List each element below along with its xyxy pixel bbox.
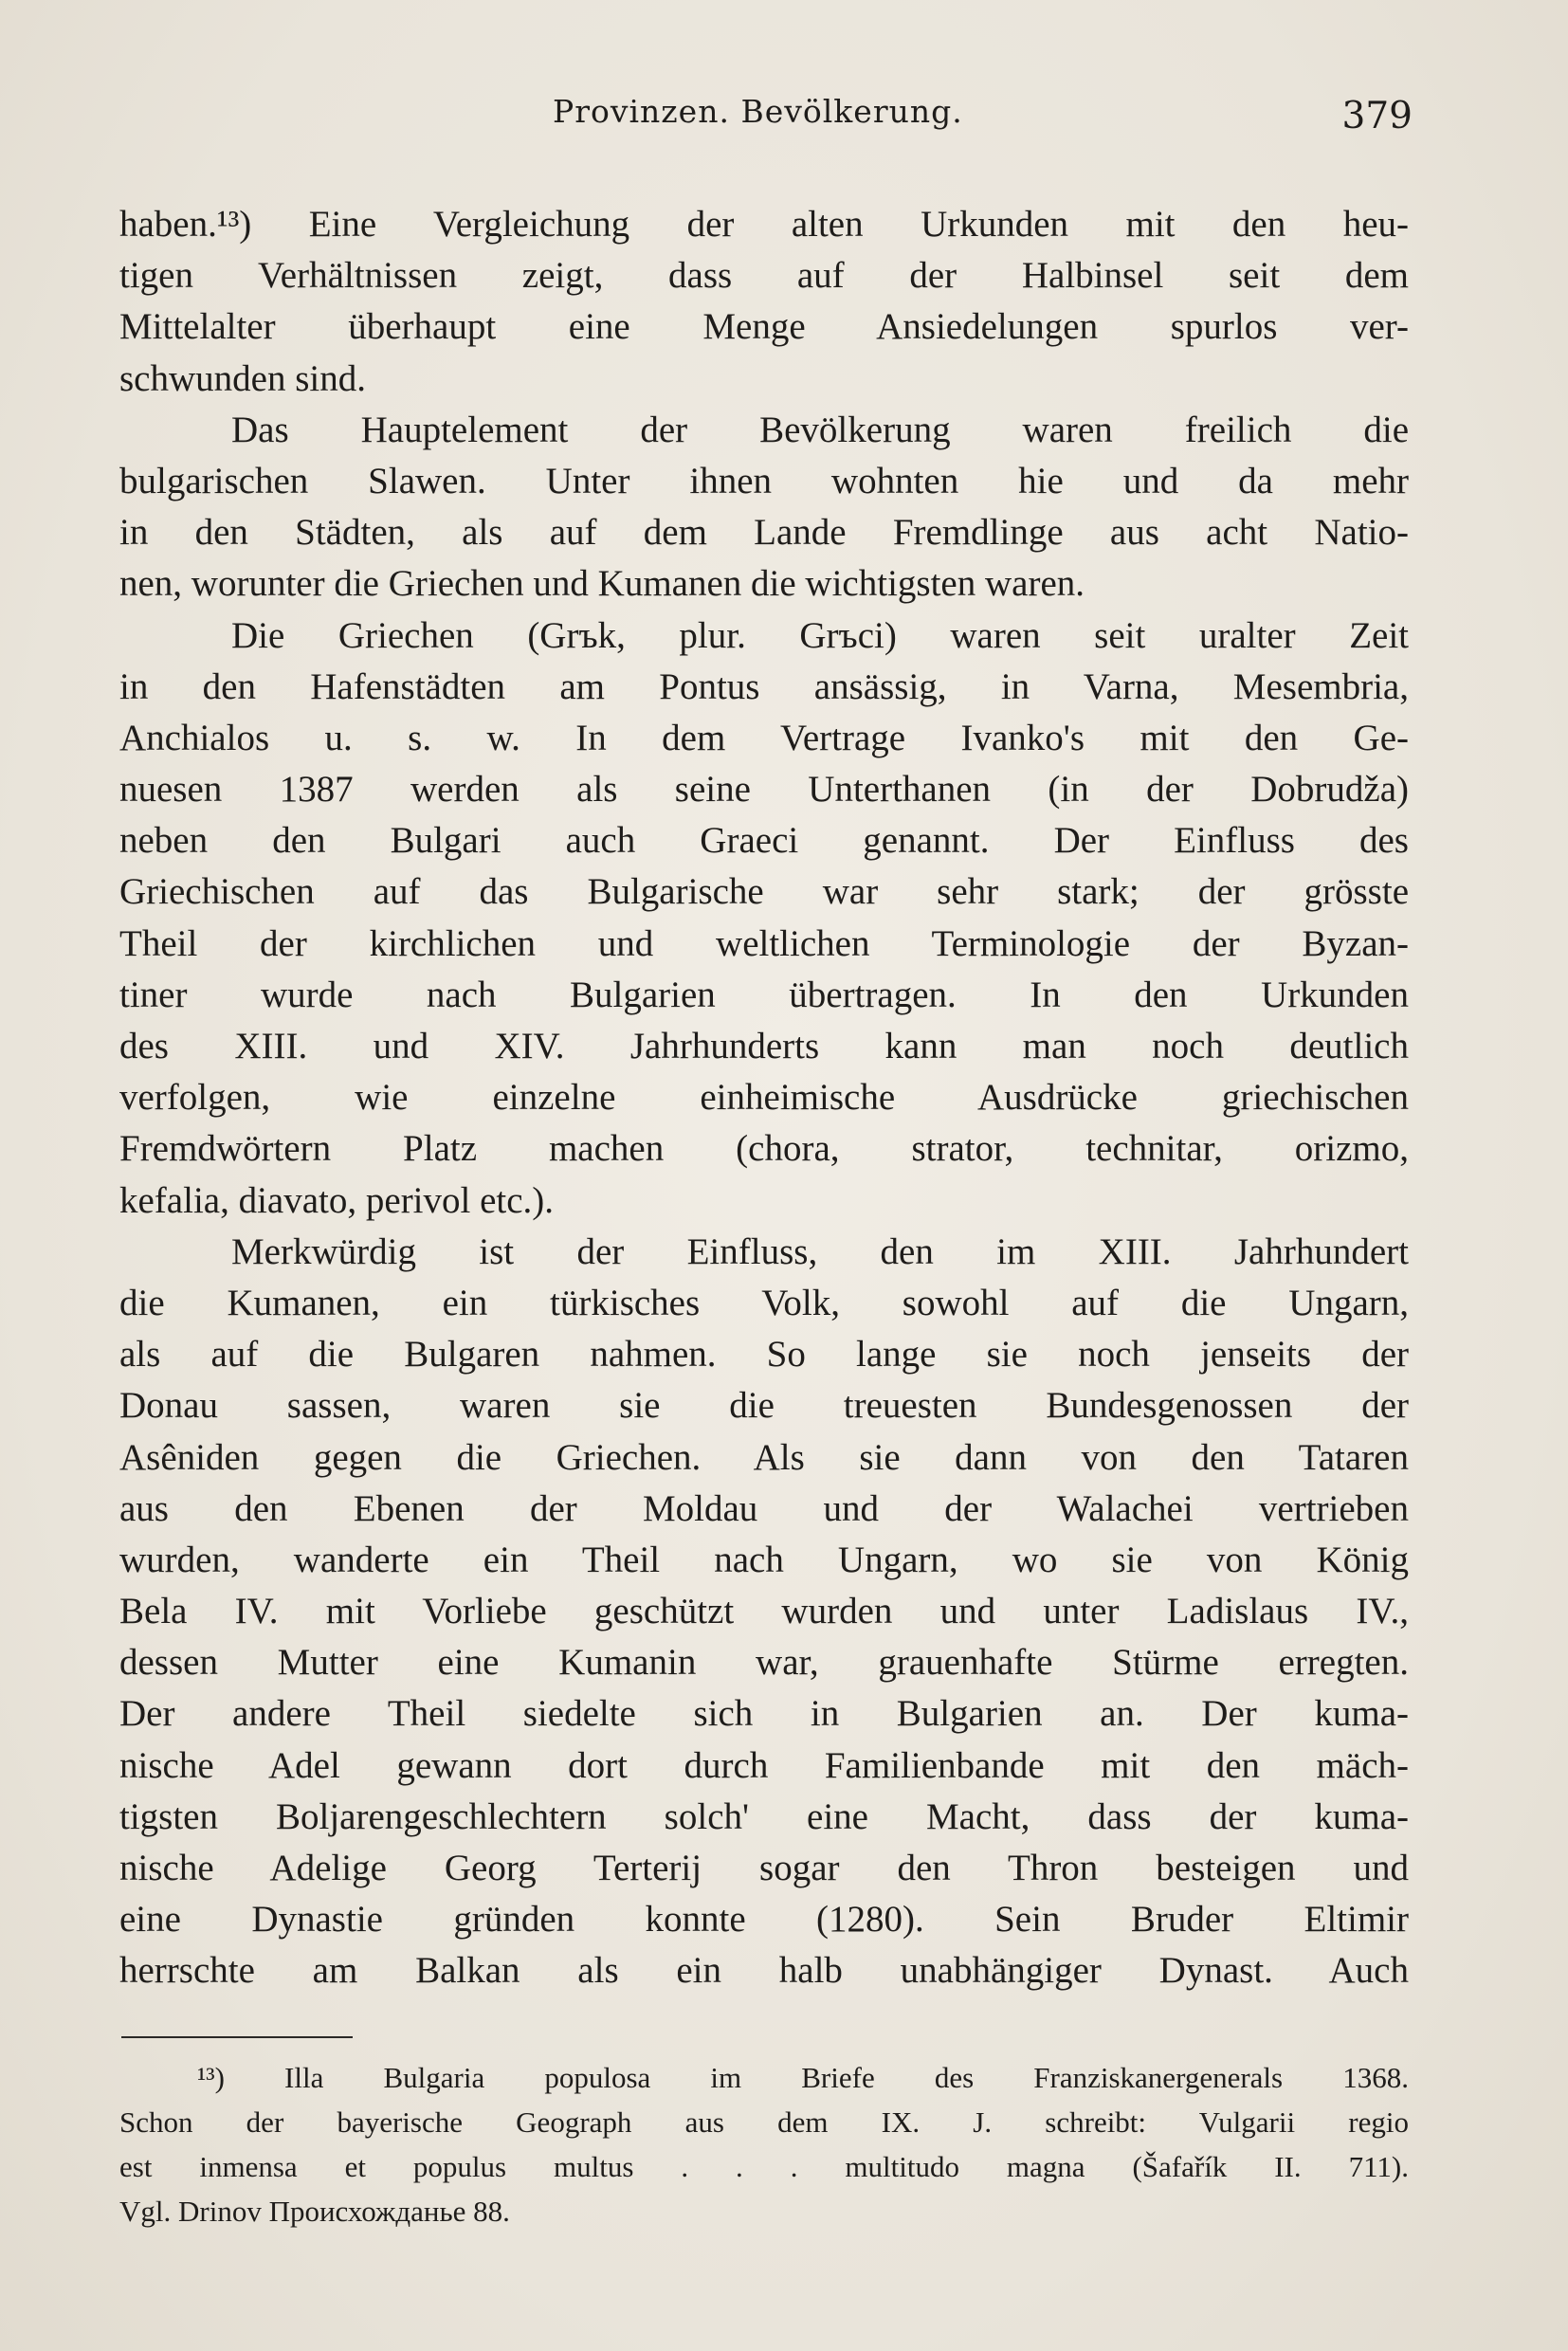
footnote-line: Vgl. Drinov Происхожданье 88. xyxy=(119,2195,510,2228)
text-line: dessen Mutter eine Kumanin war, grauenhafte Stürme erregten. xyxy=(119,1642,1409,1684)
text-line: verfolgen, wie einzelne einheimische Ausdrücke griechischen xyxy=(119,1077,1409,1119)
text-line: in den Hafenstädten am Pontus ansässig, in Varna, Mesembria, xyxy=(119,665,1409,707)
text-line: die Kumanen, ein türkisches Volk, sowohl auf die Ungarn, xyxy=(119,1282,1409,1323)
text-line: in den Städten, als auf dem Lande Fremdlinge aus acht Natio- xyxy=(119,512,1409,554)
text-line: haben.¹³) Eine Vergleichung der alten Urkunden mit den heu- xyxy=(119,204,1409,245)
footnote-line: ¹³) Illa Bulgaria populosa im Briefe des Franziskanergenerals 1368. xyxy=(197,2061,1409,2094)
text-line: Donau sassen, waren sie die treuesten Bundesgenossen der xyxy=(119,1385,1409,1427)
text-line: des XIII. und XIV. Jahrhunderts kann man noch deutlich xyxy=(119,1026,1409,1066)
text-line: nen, worunter die Griechen und Kumanen die wichtigsten waren. xyxy=(119,563,1085,605)
running-head xyxy=(121,93,1413,150)
footnote-line: Schon der bayerische Geograph aus dem IX. J. schreibt: Vulgarii regio xyxy=(119,2105,1409,2139)
text-line: Theil der kirchlichen und weltlichen Terminologie der Byzan- xyxy=(119,922,1409,964)
text-line: Die Griechen (Grъk, plur. Grъci) waren seit uralter Zeit xyxy=(231,614,1409,656)
text-line: Das Hauptelement der Bevölkerung waren freilich die xyxy=(231,409,1409,450)
text-line: nuesen 1387 werden als seine Unterthanen (in der Dobrudža) xyxy=(119,769,1409,811)
footnote-line: est inmensa et populus multus . . . multitudo magna (Šafařík II. 711). xyxy=(119,2150,1409,2183)
text-line: schwunden sind. xyxy=(119,357,366,399)
running-title: Provinzen. Bevölkerung. xyxy=(553,93,963,130)
text-line: bulgarischen Slawen. Unter ihnen wohnten hie und da mehr xyxy=(119,460,1409,501)
text-line: tiner wurde nach Bulgarien übertragen. In den Urkunden xyxy=(119,974,1409,1015)
footnotes xyxy=(119,2055,1409,2233)
text-line: Griechischen auf das Bulgarische war sehr stark; der grösste xyxy=(119,871,1409,913)
text-line: Bela IV. mit Vorliebe geschützt wurden und unter Ladislaus IV., xyxy=(119,1591,1409,1632)
text-line: aus den Ebenen der Moldau und der Walachei vertrieben xyxy=(119,1487,1409,1529)
text-line: Merkwürdig ist der Einfluss, den im XIII. Jahrhundert xyxy=(231,1230,1409,1272)
footnote-divider xyxy=(121,2036,353,2038)
body-text xyxy=(119,199,1409,1997)
text-line: nische Adel gewann dort durch Familienbande mit den mäch- xyxy=(119,1744,1409,1786)
text-line: neben den Bulgari auch Graeci genannt. Der Einfluss des xyxy=(119,820,1409,862)
text-line: Mittelalter überhaupt eine Menge Ansiedelungen spurlos ver- xyxy=(119,306,1409,348)
text-line: als auf die Bulgaren nahmen. So lange sie noch jenseits der xyxy=(119,1334,1409,1376)
text-line: kefalia, diavato, perivol etc.). xyxy=(119,1179,555,1221)
text-line: Der andere Theil siedelte sich in Bulgarien an. Der kuma- xyxy=(119,1693,1409,1735)
text-line: Asêniden gegen die Griechen. Als sie dann von den Tataren xyxy=(119,1436,1409,1478)
text-line: wurden, wanderte ein Theil nach Ungarn, wo sie von König xyxy=(119,1539,1409,1580)
text-line: herrschte am Balkan als ein halb unabhängiger Dynast. Auch xyxy=(119,1950,1409,1992)
text-line: nische Adelige Georg Terterij sogar den Thron besteigen und xyxy=(119,1848,1409,1888)
text-line: tigsten Boljarengeschlechtern solch' eine Macht, dass der kuma- xyxy=(119,1795,1409,1837)
text-line: Fremdwörtern Platz machen (chora, strator, technitar, orizmo, xyxy=(119,1128,1409,1170)
text-line: Anchialos u. s. w. In dem Vertrage Ivanko's mit den Ge- xyxy=(119,717,1409,758)
text-line: eine Dynastie gründen konnte (1280). Sein Bruder Eltimir xyxy=(119,1899,1409,1941)
text-line: tigen Verhältnissen zeigt, dass auf der Halbinsel seit dem xyxy=(119,255,1409,297)
page-number: 379 xyxy=(1341,95,1413,137)
